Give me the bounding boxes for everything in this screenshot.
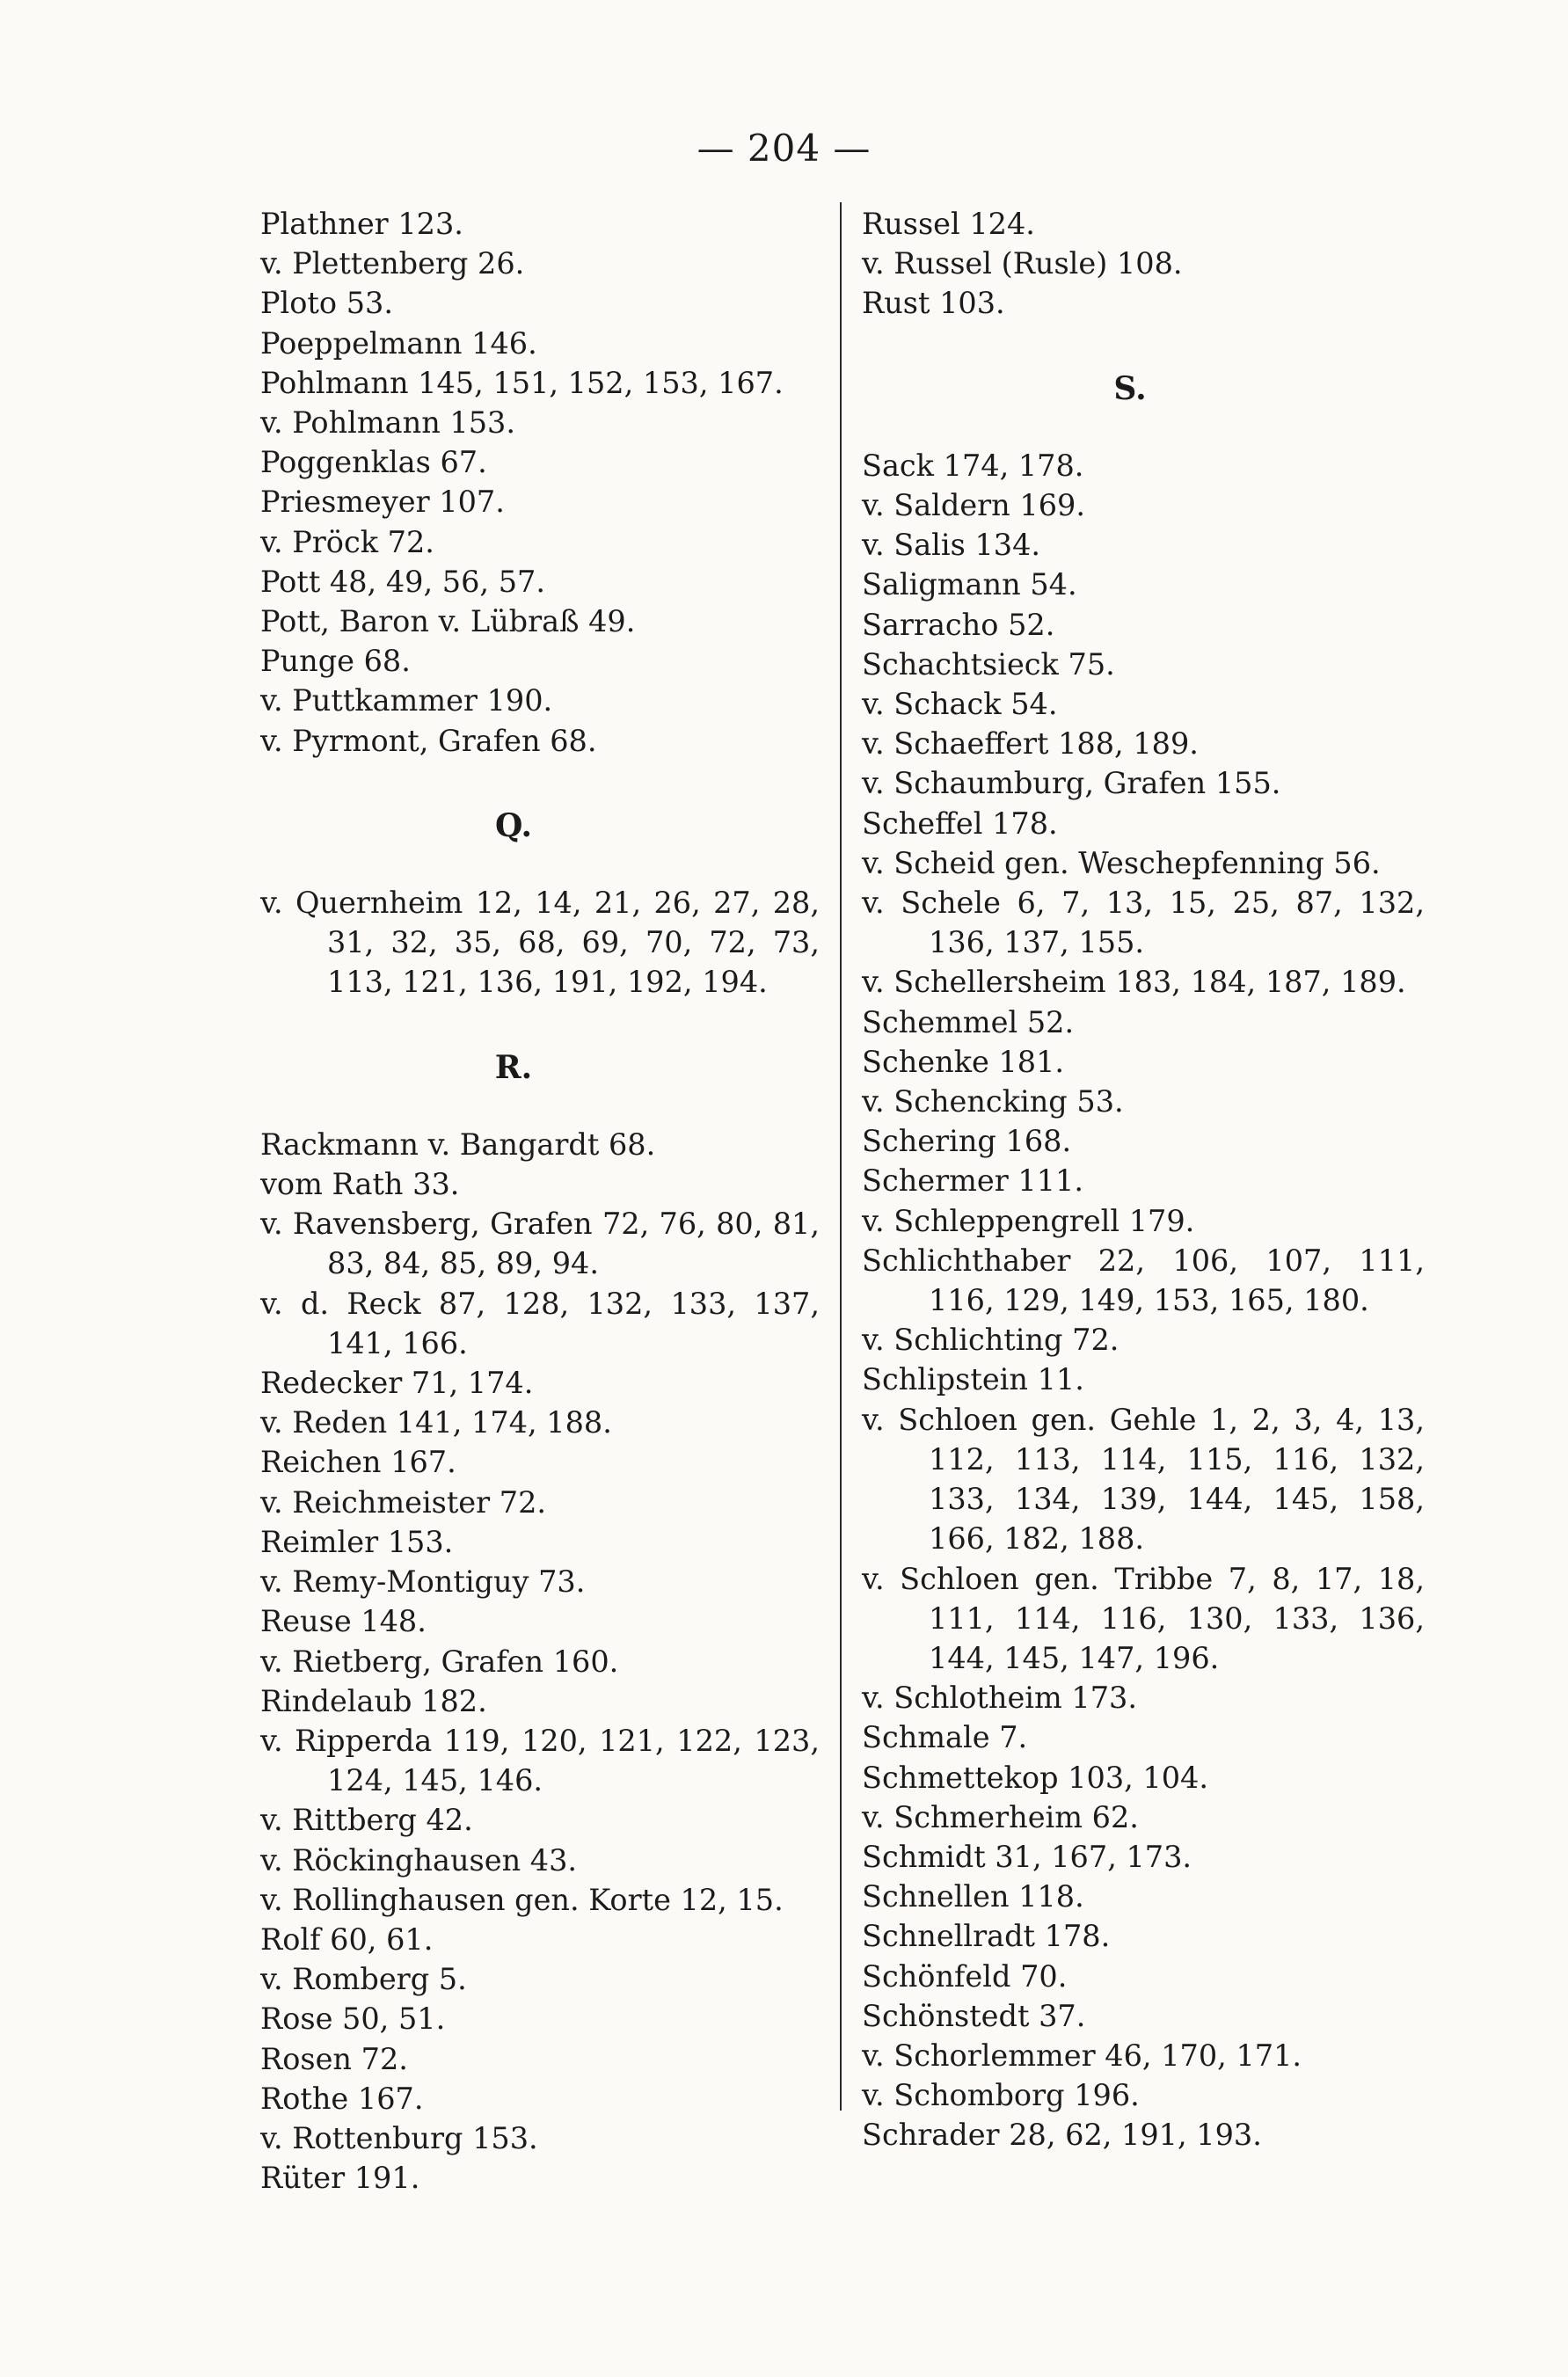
index-entry: Redecker 71, 174.	[260, 1366, 534, 1401]
index-entry: Schönfeld 70.	[862, 1958, 1068, 1994]
index-entry: v. Reden 141, 174, 188.	[260, 1405, 612, 1440]
index-entry: v. Reichmeister 72.	[260, 1484, 547, 1520]
index-entry: v. Rietberg, Grafen 160.	[260, 1644, 619, 1679]
index-entry: v. Remy-Montiguy 73.	[260, 1564, 586, 1600]
index-entry: v. Schellersheim 183, 184, 187, 189.	[862, 965, 1406, 1000]
index-entry: v. Pohlmann 153.	[260, 405, 516, 441]
index-entry: Rolf 60, 61.	[260, 1921, 434, 1957]
index-entry: Rothe 167.	[260, 2081, 424, 2116]
index-entry: Pott 48, 49, 56, 57.	[260, 564, 545, 599]
index-entry: v. Schaumburg, Grafen 155.	[862, 766, 1281, 801]
index-entry: v. Scheid gen. Weschepfenning 56.	[862, 845, 1381, 880]
index-entry: Rindelaub 182.	[260, 1683, 487, 1718]
index-entry: v. Schack 54.	[862, 687, 1058, 722]
index-entry: Schenke 181.	[862, 1044, 1065, 1079]
index-entry: v. Schencking 53.	[862, 1084, 1124, 1119]
index-column-left	[260, 204, 820, 2198]
page-number: — 204 —	[696, 127, 872, 170]
index-entry: Ploto 53.	[260, 286, 393, 321]
index-entry: Rosen 72.	[260, 2041, 408, 2076]
index-entry: vom Rath 33.	[260, 1167, 460, 1202]
index-entry: v. Russel (Rusle) 108.	[862, 246, 1183, 281]
index-entry: v. Puttkammer 190.	[260, 683, 553, 718]
column-divider	[840, 202, 842, 2111]
index-entry: Rose 50, 51.	[260, 2001, 446, 2037]
index-entry: Schlipstein 11.	[862, 1362, 1084, 1397]
index-entry: Reimler 153.	[260, 1524, 454, 1559]
index-entry: v. Quernheim 12, 14, 21, 26, 27, 28, 31, 32, 35, 68, 69, 70, 72, 73, 113, 121, 136, 191, 192, 194.	[260, 886, 820, 1000]
section-letter-s: S.	[1113, 369, 1147, 407]
index-entry: Schnellen 118.	[862, 1879, 1084, 1914]
index-entry: v. Salis 134.	[862, 528, 1041, 563]
index-entry: Schachtsieck 75.	[862, 646, 1115, 682]
index-entry: v. Ripperda 119, 120, 121, 122, 123, 124, 145, 146.	[260, 1723, 820, 1798]
index-entry: v. Ravensberg, Grafen 72, 76, 80, 81, 83, 84, 85, 89, 94.	[260, 1207, 820, 1281]
index-entry: Plathner 123.	[260, 207, 463, 241]
index-entry: v. Romberg 5.	[260, 1962, 467, 1997]
index-entry: Schmettekop 103, 104.	[862, 1760, 1209, 1795]
index-entry: Schnellradt 178.	[862, 1919, 1111, 1954]
index-entry: Schemmel 52.	[862, 1004, 1075, 1039]
index-entry: Pohlmann 145, 151, 152, 153, 167.	[260, 365, 784, 400]
index-entry: Pott, Baron v. Lübraß 49.	[260, 604, 636, 639]
index-entry: v. Rottenburg 153.	[260, 2120, 538, 2155]
index-entry: v. Schlotheim 173.	[862, 1681, 1137, 1716]
index-entry: v. Rollinghausen gen. Korte 12, 15.	[260, 1882, 784, 1917]
index-entry: v. Schloen gen. Tribbe 7, 8, 17, 18, 111, 114, 116, 130, 133, 136, 144, 145, 147, 196.	[862, 1561, 1425, 1675]
index-entry: Schönstedt 37.	[862, 1998, 1086, 2033]
index-entry: Saligmann 54.	[862, 567, 1077, 602]
index-entry: Schermer 111.	[862, 1163, 1083, 1199]
index-entry: Russel 124.	[862, 207, 1035, 241]
index-entry: v. Schleppengrell 179.	[862, 1203, 1195, 1238]
index-entry: v. Saldern 169.	[862, 488, 1085, 523]
index-entry: Schlichthaber 22, 106, 107, 111, 116, 129, 149, 153, 165, 180.	[862, 1243, 1425, 1318]
section-letter-r: R.	[494, 1048, 533, 1086]
index-entry: Poggenklas 67.	[260, 445, 487, 480]
index-entry: v. Schele 6, 7, 13, 15, 25, 87, 132, 136, 137, 155.	[862, 886, 1425, 960]
index-entry: v. Rittberg 42.	[260, 1803, 473, 1838]
index-entry: v. Schlichting 72.	[862, 1323, 1119, 1358]
index-entry: Schering 168.	[862, 1124, 1072, 1159]
index-entry: Sarracho 52.	[862, 607, 1055, 642]
index-entry: Punge 68.	[260, 644, 411, 679]
index-entry: v. Schmerheim 62.	[862, 1799, 1139, 1834]
index-entry: v. d. Reck 87, 128, 132, 133, 137, 141, 166.	[260, 1286, 820, 1360]
index-entry: v. Schorlemmer 46, 170, 171.	[862, 2038, 1302, 2073]
index-entry: Scheffel 178.	[862, 806, 1058, 841]
index-column-right	[862, 204, 1425, 2155]
index-entry: Rust 103.	[862, 286, 1005, 321]
index-entry: Schmidt 31, 167, 173.	[862, 1839, 1192, 1874]
index-entry: Priesmeyer 107.	[260, 485, 505, 520]
index-entry: Schmale 7.	[862, 1720, 1028, 1755]
section-letter-q: Q.	[494, 806, 533, 844]
index-entry: Rackmann v. Bangardt 68.	[260, 1127, 656, 1162]
index-entry: v. Schaeffert 188, 189.	[862, 726, 1199, 762]
index-entry: v. Pröck 72.	[260, 524, 434, 559]
index-entry: Sack 174, 178.	[862, 448, 1084, 483]
index-entry: v. Röckinghausen 43.	[260, 1842, 578, 1878]
index-entry: Schrader 28, 62, 191, 193.	[862, 2118, 1262, 2153]
index-entry: v. Pyrmont, Grafen 68.	[260, 723, 597, 758]
index-entry: Rüter 191.	[260, 2161, 420, 2196]
index-entry: v. Schomborg 196.	[862, 2078, 1140, 2113]
index-entry: Reichen 167.	[260, 1445, 456, 1480]
index-entry: v. Schloen gen. Gehle 1, 2, 3, 4, 13, 112, 113, 114, 115, 116, 132, 133, 134, 139, 144, 145, 158, 166, 182, 188.	[862, 1402, 1425, 1557]
index-entry: Reuse 148.	[260, 1604, 427, 1639]
index-entry: Poeppelmann 146.	[260, 325, 537, 361]
index-entry: v. Plettenberg 26.	[260, 246, 525, 281]
